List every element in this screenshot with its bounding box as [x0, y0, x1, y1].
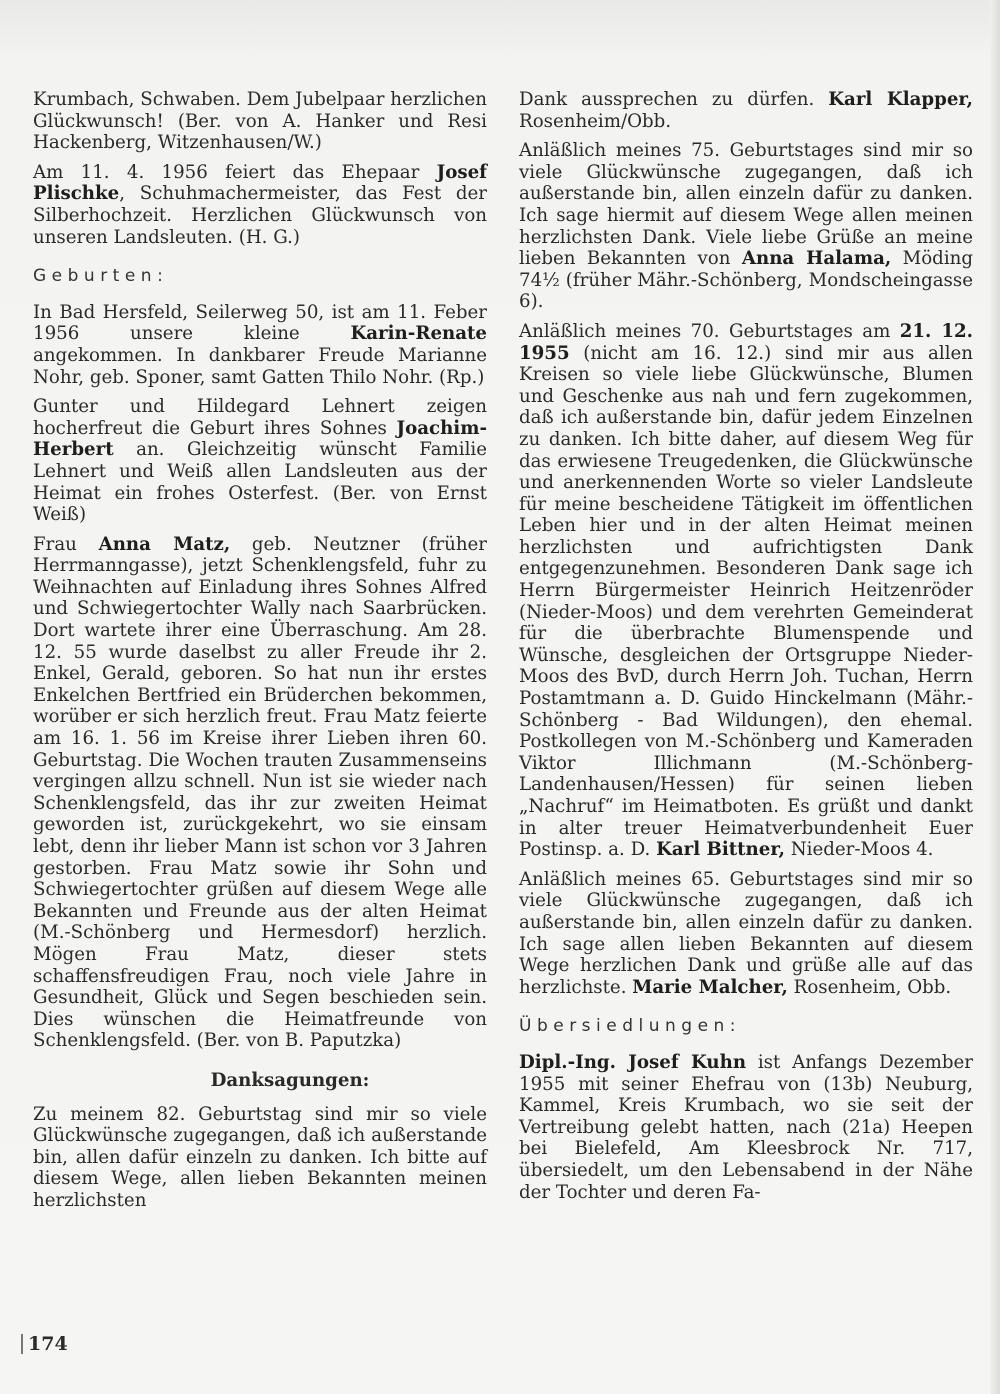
paragraph-move-kuhn: Dipl.-Ing. Josef Kuhn ist Anfangs Dezember 1955 mit seiner Ehefrau von (13b) Neuburg, Kammel, Kreis Krumbach, wo sie seit der Vertreibung gelebt hatten, nach (21a) Heepen bei Bielefeld, Am Kleesbrock Nr. 717, übersiedelt, um den Lebensabend in der Nähe der Tochter und deren Fa- [519, 1051, 973, 1203]
paragraph-thanks-klapper: Dank aussprechen zu dürfen. Karl Klapper, Rosenheim/Obb. [519, 89, 973, 132]
name-anna-matz: Anna Matz, [98, 533, 231, 555]
name-marie-malcher: Marie Malcher, [632, 976, 788, 998]
paragraph-silver-wedding-plischke: Am 11. 4. 1956 feiert das Ehepaar Josef Plischke, Schuhmachermeister, das Fest der Silberhochzeit. Herzlichen Glückwunsch von unseren Landsleuten. (H. G.) [33, 161, 487, 248]
paragraph-thanks-malcher: Anläßlich meines 65. Geburtstages sind mir so viele Glückwünsche zugegangen, daß ich außerstande bin, allen einzeln dafür zu danken. Ich sage allen lieben Bekannten auf diesem Wege herzlichen Dank und grüße alle auf das herzlichste. Marie Malcher, Rosenheim, Obb. [519, 868, 973, 998]
date-21-12-1955: 21. 12. 1955 [519, 320, 973, 364]
paragraph-birth-karin-renate: In Bad Hersfeld, Seilerweg 50, ist am 11. Feber 1956 unsere kleine Karin-Renate angekommen. In dankbarer Freude Marianne Nohr, geb. Sponer, samt Gatten Thilo Nohr. (Rp.) [33, 301, 487, 388]
name-karin-renate: Karin-Renate [350, 323, 487, 345]
paragraph-thanks-halama: Anläßlich meines 75. Geburtstages sind mir so viele Glückwünsche zugegangen, daß ich außerstande bin, allen einzeln dafür zu danken. Ich sage hiermit auf diesem Wege allen meinen herzlichsten Dank. Viele liebe Grüße an meine lieben Bekannten von Anna Halama, Möding 74½ (früher Mähr.-Schönberg, Mondscheingasse 6). [519, 140, 973, 313]
name-josef-plischke: Josef Plischke [33, 161, 487, 205]
paragraph-thanks-82-birthday: Zu meinem 82. Geburtstag sind mir so viele Glückwünsche zugegangen, daß ich außerstande bin, allen dafür einzeln zu danken. Ich bitte auf diesem Wege, allen lieben Bekannten meinen herzlichsten [33, 1103, 487, 1211]
page-number: 174 [28, 1333, 68, 1355]
name-anna-halama: Anna Halama, [741, 248, 892, 270]
left-column [33, 89, 487, 1220]
paragraph-anna-matz: Frau Anna Matz, geb. Neutzner (früher Herrmanngasse), jetzt Schenklengsfeld, fuhr zu Weihnachten auf Einladung ihres Sohnes Alfred und Schwiegertochter Wally nach Saarbrücken. Dort wartete ihrer eine Überraschung. Am 28. 12. 55 wurde daselbst zu aller Freude ihr 2. Enkel, Gerald, geboren. So hat nun ihr erstes Enkelchen Bertfried ein Brüderchen bekommen, worüber er sich herzlich freut. Frau Matz feierte am 16. 1. 56 im Kreise ihrer Lieben ihren 60. Geburtstag. Die Wochen trauten Zusammenseins vergingen allzu schnell. Nun ist sie wieder nach Schenklengsfeld, das ihr zur zweiten Heimat geworden ist, zurückgekehrt, wo sie einsam lebt, denn ihr lieber Mann ist schon vor 3 Jahren gestorben. Frau Matz sowie ihr Sohn und Schwiegertochter grüßen auf diesem Wege alle Bekannten und Freunde aus der alten Heimat (M.-Schönberg und Hermesdorf) herzlich. Mögen Frau Matz, dieser stets schaffensfreudigen Frau, noch viele Jahre in Gesundheit, Glück und Segen beschieden sein. Dies wünschen die Heimatfreunde von Schenklengsfeld. (Ber. von B. Paputzka) [33, 533, 488, 1052]
name-joachim-herbert: Joachim-Herbert [33, 417, 487, 461]
section-heading-thanks: Danksagungen: [210, 1069, 370, 1091]
right-column [519, 89, 973, 1211]
paragraph-birth-joachim-herbert: Gunter und Hildegard Lehnert zeigen hocherfreut die Geburt ihres Sohnes Joachim-Herbert an. Gleichzeitig wünscht Familie Lehnert und Weiß allen Landsleuten aus der Heimat ein frohes Osterfest. (Ber. von Ernst Weiß) [33, 396, 487, 526]
name-karl-klapper: Karl Klapper, [828, 89, 973, 110]
page-edge-shadow [990, 0, 1000, 1394]
margin-mark [21, 1334, 23, 1354]
section-heading-moves: Übersiedlungen: [519, 1016, 742, 1037]
paragraph-jubilee-krumbach: Krumbach, Schwaben. Dem Jubelpaar herzlichen Glückwunsch! (Ber. von A. Hanker und Resi Hackenberg, Witzenhausen/W.) [33, 89, 487, 154]
name-karl-bittner: Karl Bittner, [656, 839, 785, 861]
section-heading-births: Geburten: [33, 266, 169, 287]
paragraph-thanks-bittner: Anläßlich meines 70. Geburtstages am 21. 12. 1955 (nicht am 16. 12.) sind mir aus allen Kreisen so viele liebe Glückwünsche, Blumen und Geschenke aus nah und fern zugekommen, daß ich außerstande bin, dafür jedem Einzelnen zu danken. Ich bitte daher, auf diesem Weg für das erwiesene Treugedenken, die Glückwünsche und anerkennenden Worte so vieler Landsleute für meine bescheidene Tätigkeit im öffentlichen Leben hier und in der alten Heimat meinen herzlichsten und aufrichtigsten Dank entgegenzunehmen. Besonderen Dank sage ich Herrn Bürgermeister Heinrich Heitzenröder (Nieder-Moos) und dem verehrten Gemeinderat für die überbrachte Blumenspende und Wünsche, desgleichen der Ortsgruppe Nieder-Moos des BvD, durch Herrn Joh. Tuchan, Herrn Postamtmann a. D. Guido Hinckelmann (Mähr.-Schönberg - Bad Wildungen), den ehemal. Postkollegen von M.-Schönberg und Kameraden Viktor Illichmann (M.-Schönberg-Landenhausen/Hessen) für seinen lieben „Nachruf“ im Heimatboten. Es grüßt und dankt in alter treuer Heimatverbundenheit Euer Postinsp. a. D. Karl Bittner, Nieder-Moos 4. [519, 320, 973, 861]
name-josef-kuhn: Dipl.-Ing. Josef Kuhn [519, 1051, 747, 1073]
